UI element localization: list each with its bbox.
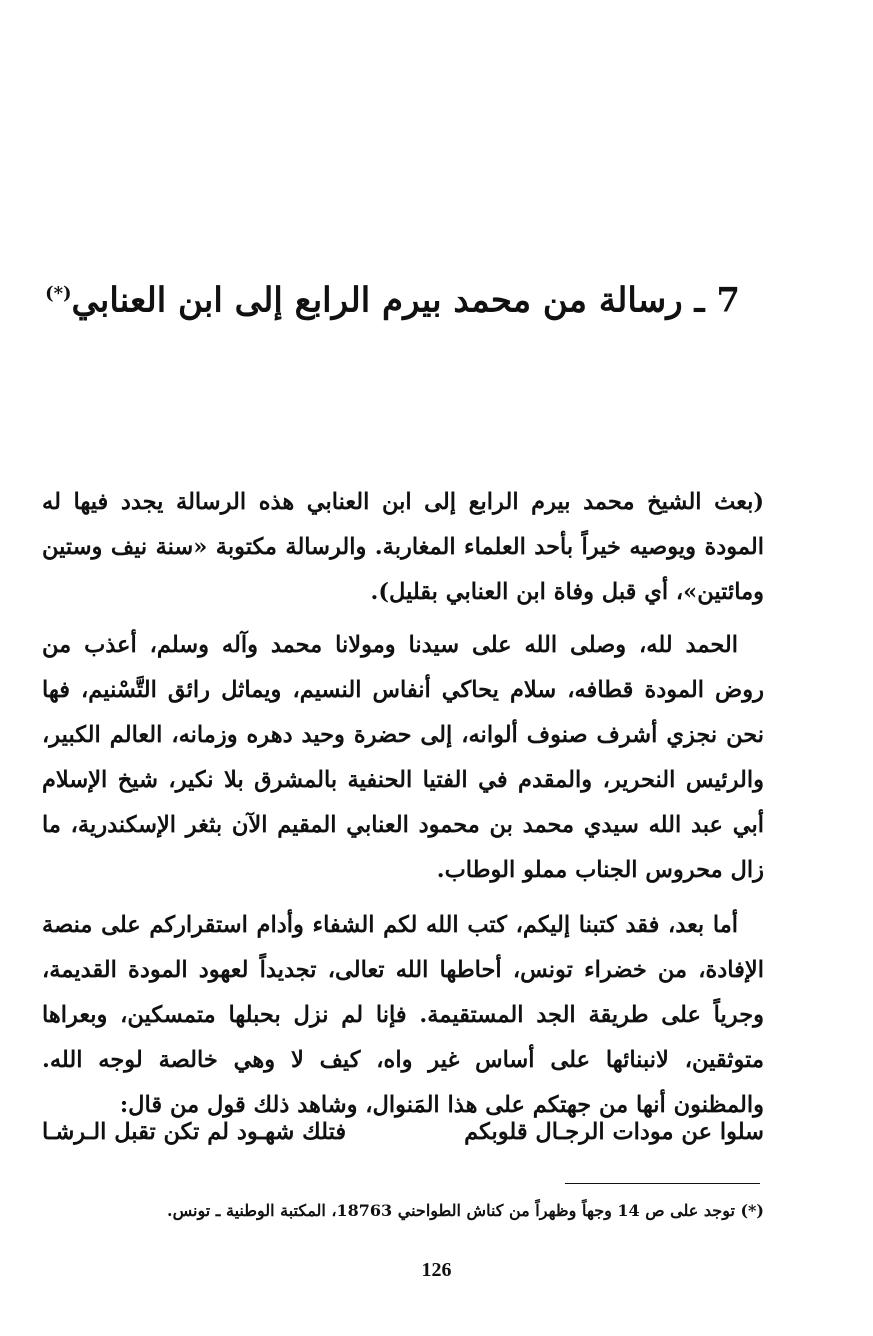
footnote: (*) توجد على ص 14 وجهاً وظهراً من كناش الطواحني 18763، المكتبة الوطنية ـ تونس.	[167, 1201, 764, 1220]
chapter-title	[45, 262, 740, 332]
verse-second-hemistich: فتلك شهـود لم تكن تقبل الـرشـا	[42, 1119, 347, 1145]
footnote-divider	[565, 1183, 760, 1184]
page-number: 126	[421, 1259, 452, 1281]
footnote-marker: (*)	[45, 283, 72, 304]
poetry-verse	[42, 1110, 764, 1155]
intro-paragraph: (بعث الشيخ محمد بيرم الرابع إلى ابن العنابي هذه الرسالة يجدد فيها له المودة ويوصيه خيراً بأحد العلماء المغاربة. والرسالة مكتوبة «سنة نيف وستين ومائتين»، أي قبل وفاة ابن العنابي بقليل).	[42, 489, 764, 605]
salutation-paragraph: الحمد لله، وصلى الله على سيدنا ومولانا محمد وآله وسلم، أعذب من روض المودة قطافه، سلام يحاكي أنفاس النسيم، ويماثل رائق التَّسْنيم، فها نحن نجزي أشرف صنوف ألوانه، إلى حضرة وحيد دهره وزمانه، العالم الكبير، والرئيس النحرير، والمقدم في الفتيا الحنفية بالمشرق بلا نكير، شيخ الإسلام أبي عبد الله سيدي محمد بن محمود العنابي المقيم الآن بثغر الإسكندرية، ما زال محروس الجناب مملو الوطاب.	[42, 632, 764, 883]
letter-body	[42, 480, 764, 1138]
main-paragraph: أما بعد، فقد كتبنا إليكم، كتب الله لكم الشفاء وأدام استقراركم على منصة الإفادة، من خضراء تونس، أحاطها الله تعالى، تجديداً لعهود المودة القديمة، وجرياً على طريقة الجد المستقيمة. فإنا لم نزل بحبلها متمسكين، وبعراها متوثقين، لانبنائها على أساس غير واه، كيف لا وهي خالصة لوجه الله. والمظنون أنها من جهتكم على هذا المَنوال، وشاهد ذلك قول من قال:	[42, 912, 764, 1118]
verse-first-hemistich: سلوا عن مودات الرجـال قلوبكم	[464, 1119, 764, 1145]
chapter-title-text: 7 ـ رسالة من محمد بيرم الرابع إلى ابن العنابي	[71, 280, 740, 321]
